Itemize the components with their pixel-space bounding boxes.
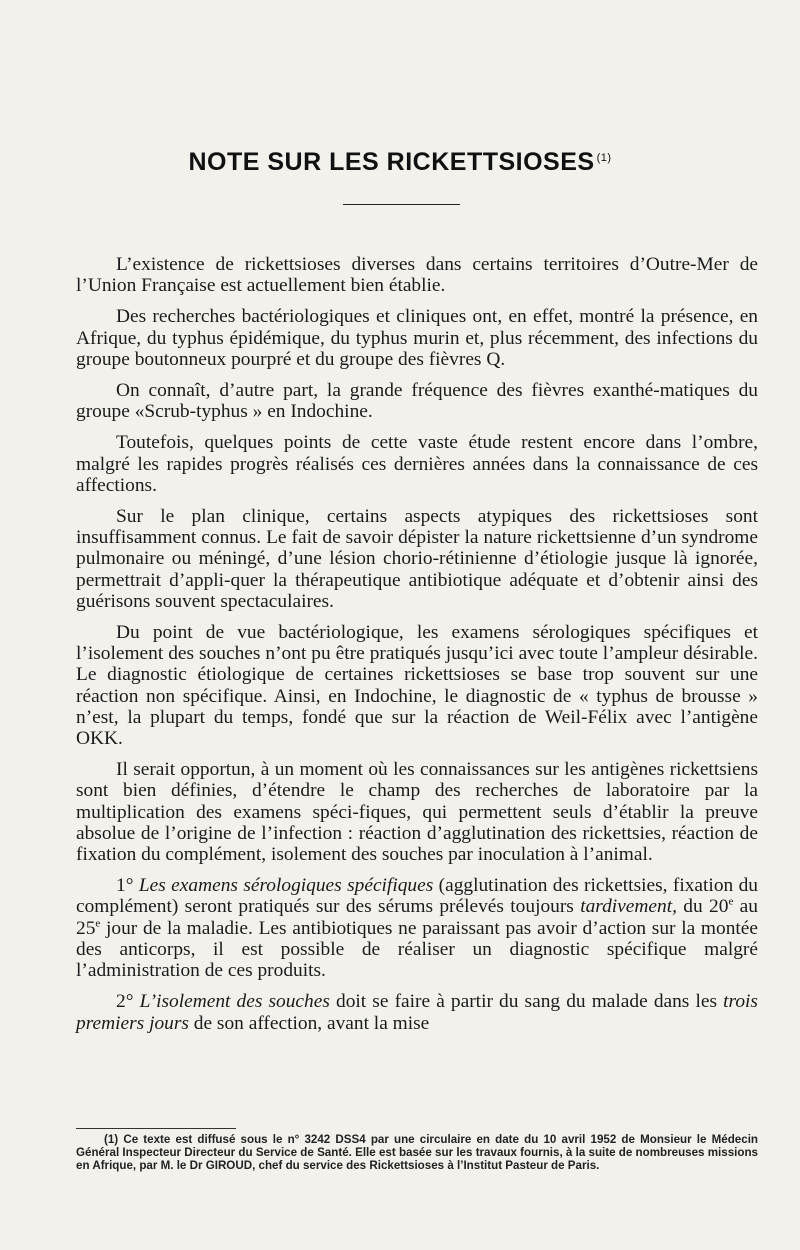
paragraph-7: Il serait opportun, à un moment où les connaissances sur les antigènes rickettsiens sont bien définies, d’étendre le champ des recherches de laboratoire par la multiplication des examens spéci-fiques, qui permettent seuls d’établir la preuve absolue de l’origine de l’infection : réaction d’agglutination des rickettsies, réaction de fixation du complément, isolement des souches par inoculation à l’animal. xyxy=(76,759,758,866)
paragraph-text: du 20 xyxy=(676,896,729,918)
page-title xyxy=(0,148,800,177)
title-footnote-marker: (1) xyxy=(596,151,612,164)
italic-phrase: L’isolement des souches xyxy=(139,991,330,1013)
paragraph-6: Du point de vue bactériologique, les examens sérologiques spécifiques et l’isolement des souches n’ont pu être pratiqués jusqu’ici avec toute l’ampleur désirable. Le diagnostic étiologique de certaines rickettsioses se base trop souvent sur une réaction non spécifique. Ainsi, en Indochine, le diagnostic de « typhus de brousse » n’est, la plupart du temps, fondé que sur la réaction de Weil-Félix avec l’antigène OKK. xyxy=(76,622,758,750)
paragraph-9 xyxy=(76,991,758,1033)
italic-phrase: tardivement, xyxy=(580,896,677,918)
footnote-divider xyxy=(76,1128,236,1129)
title-text: NOTE SUR LES RICKETTSIOSES xyxy=(188,148,595,176)
paragraph-text: au 25 xyxy=(76,896,758,939)
item-number: 2° xyxy=(116,991,134,1013)
title-divider xyxy=(343,204,460,205)
article-body xyxy=(76,254,758,1034)
ordinal-suffix: e xyxy=(728,896,734,909)
paragraph-1: L’existence de rickettsioses diverses dans certains territoires d’Outre-Mer de l’Union Française est actuellement bien établie. xyxy=(76,254,758,297)
italic-phrase: Les examens sérologiques spécifiques xyxy=(138,875,434,897)
italic-phrase: trois premiers jours xyxy=(76,991,758,1034)
paragraph-text: doit se faire à partir du sang du malade dans les xyxy=(329,991,724,1013)
paragraph-8 xyxy=(76,875,758,981)
footnote xyxy=(76,1133,758,1173)
paragraph-4: Toutefois, quelques points de cette vaste étude restent encore dans l’ombre, malgré les rapides progrès réalisés ces dernières années dans la connaissance de ces affections. xyxy=(76,432,758,496)
item-number: 1° xyxy=(116,875,134,897)
paragraph-text: (agglutination des rickettsies, fixation du complément) seront pratiqués sur des sérums prélevés toujours xyxy=(76,875,758,918)
paragraph-text: de son affection, avant la mise xyxy=(188,1012,430,1034)
paragraph-2: Des recherches bactériologiques et cliniques ont, en effet, montré la présence, en Afrique, du typhus épidémique, du typhus murin et, plus récemment, des infections du groupe boutonneux pourpré et du groupe des fièvres Q. xyxy=(76,306,758,370)
paragraph-text: jour de la maladie. Les antibiotiques ne paraissant pas avoir d’action sur la montée des anticorps, il est possible de réaliser un diagnostic spécifique malgré l’administration de ces produits. xyxy=(76,917,758,982)
paragraph-5: Sur le plan clinique, certains aspects atypiques des rickettsioses sont insuffisamment connus. Le fait de savoir dépister la nature rickettsienne d’un syndrome pulmonaire ou méningé, d’une lésion chorio-rétinienne d’étiologie jusque là ignorée, permettrait d’appli-quer la thérapeutique antibiotique adéquate et d’obtenir ainsi des guérisons souvent spectaculaires. xyxy=(76,506,758,612)
ordinal-suffix: e xyxy=(95,917,101,930)
paragraph-3: On connaît, d’autre part, la grande fréquence des fièvres exanthé-matiques du groupe «Scrub-typhus » en Indochine. xyxy=(76,380,758,423)
footnote-text: (1) Ce texte est diffusé sous le n° 3242 DSS4 par une circulaire en date du 10 avril 1952 de Monsieur le Médecin Général Inspecteur Directeur du Service de Santé. Elle est basée sur les travaux fournis, à la suite de nombreuses missions en Afrique, par M. le Dr GIROUD, chef du service des Rickettsioses à l’Institut Pasteur de Paris. xyxy=(76,1133,758,1173)
